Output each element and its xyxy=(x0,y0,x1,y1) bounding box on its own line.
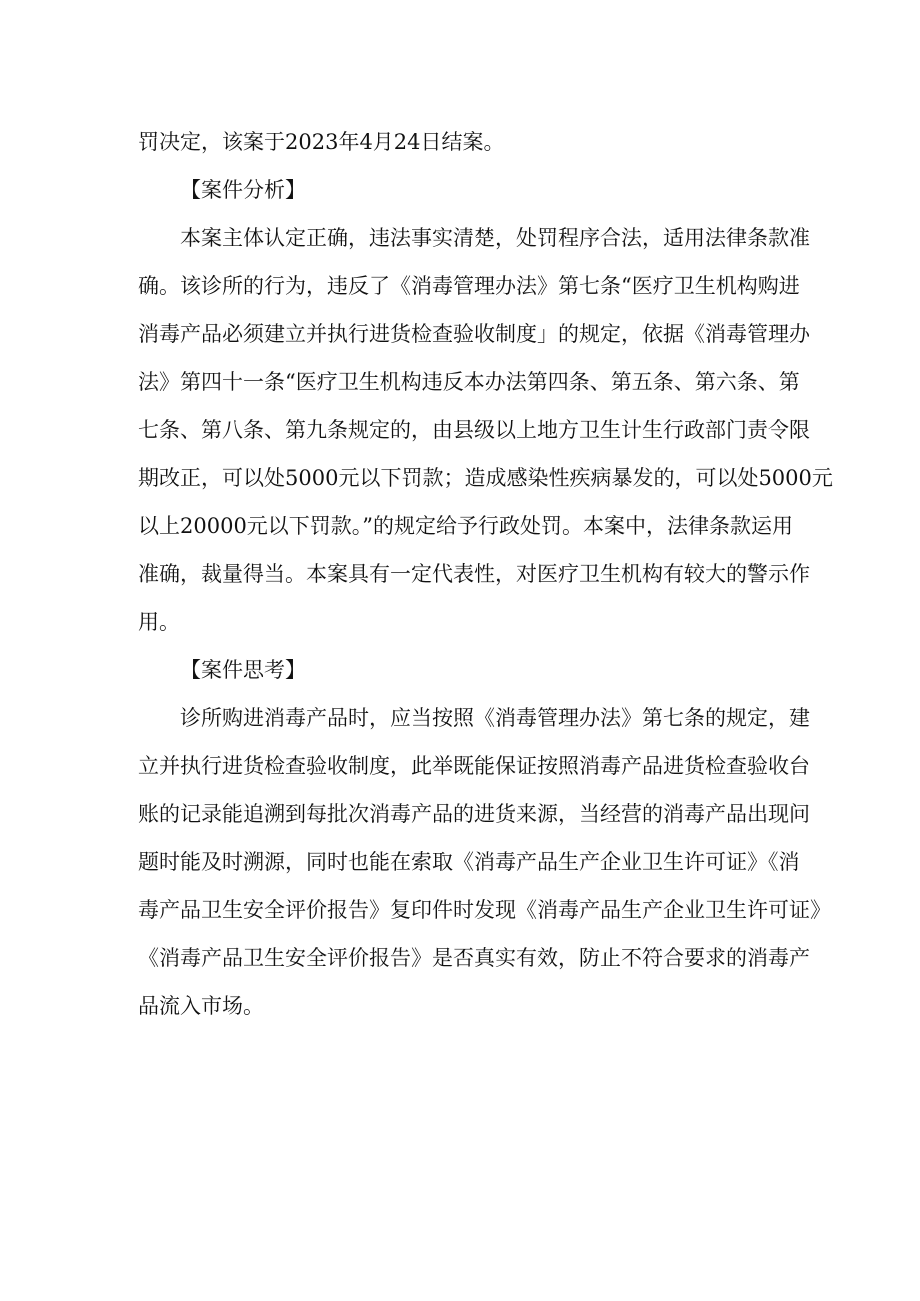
text-line: 期改正，可以处5000元以下罚款；造成感染性疾病暴发的，可以处5000元 xyxy=(138,466,833,490)
text-line: 确。该诊所的行为，违反了《消毒管理办法》第七条“医疗卫生机构购进 xyxy=(138,274,800,298)
text-line: 品流入市场。 xyxy=(138,994,264,1018)
text-line: 题时能及时溯源，同时也能在索取《消毒产品生产企业卫生许可证》《消 xyxy=(138,850,800,874)
text-line: 用。 xyxy=(138,610,180,634)
text-line: 本案主体认定正确，违法事实清楚，处罚程序合法，适用法律条款准 xyxy=(180,226,810,250)
text-line: 消毒产品必须建立并执行进货检查验收制度」的规定，依据《消毒管理办 xyxy=(138,322,810,346)
text-line: 罚决定，该案于2023年4月24日结案。 xyxy=(138,130,505,154)
section-heading-case-analysis: 【案件分析】 xyxy=(180,178,306,202)
text-line: 诊所购进消毒产品时，应当按照《消毒管理办法》第七条的规定，建 xyxy=(180,706,810,730)
text-line: 《消毒产品卫生安全评价报告》是否真实有效，防止不符合要求的消毒产 xyxy=(138,946,810,970)
text-line: 七条、第八条、第九条规定的，由县级以上地方卫生计生行政部门责令限 xyxy=(138,418,810,442)
text-line: 毒产品卫生安全评价报告》复印件时发现《消毒产品生产企业卫生许可证》 xyxy=(138,898,831,922)
section-heading-case-reflection: 【案件思考】 xyxy=(180,658,306,682)
text-line: 准确，裁量得当。本案具有一定代表性，对医疗卫生机构有较大的警示作 xyxy=(138,562,810,586)
text-line: 法》第四十一条“医疗卫生机构违反本办法第四条、第五条、第六条、第 xyxy=(138,370,800,394)
text-line: 以上20000元以下罚款。”的规定给予行政处罚。本案中，法律条款运用 xyxy=(138,514,794,538)
text-line: 账的记录能追溯到每批次消毒产品的进货来源，当经营的消毒产品出现问 xyxy=(138,802,810,826)
text-line: 立并执行进货检查验收制度，此举既能保证按照消毒产品进货检查验收台 xyxy=(138,754,810,778)
